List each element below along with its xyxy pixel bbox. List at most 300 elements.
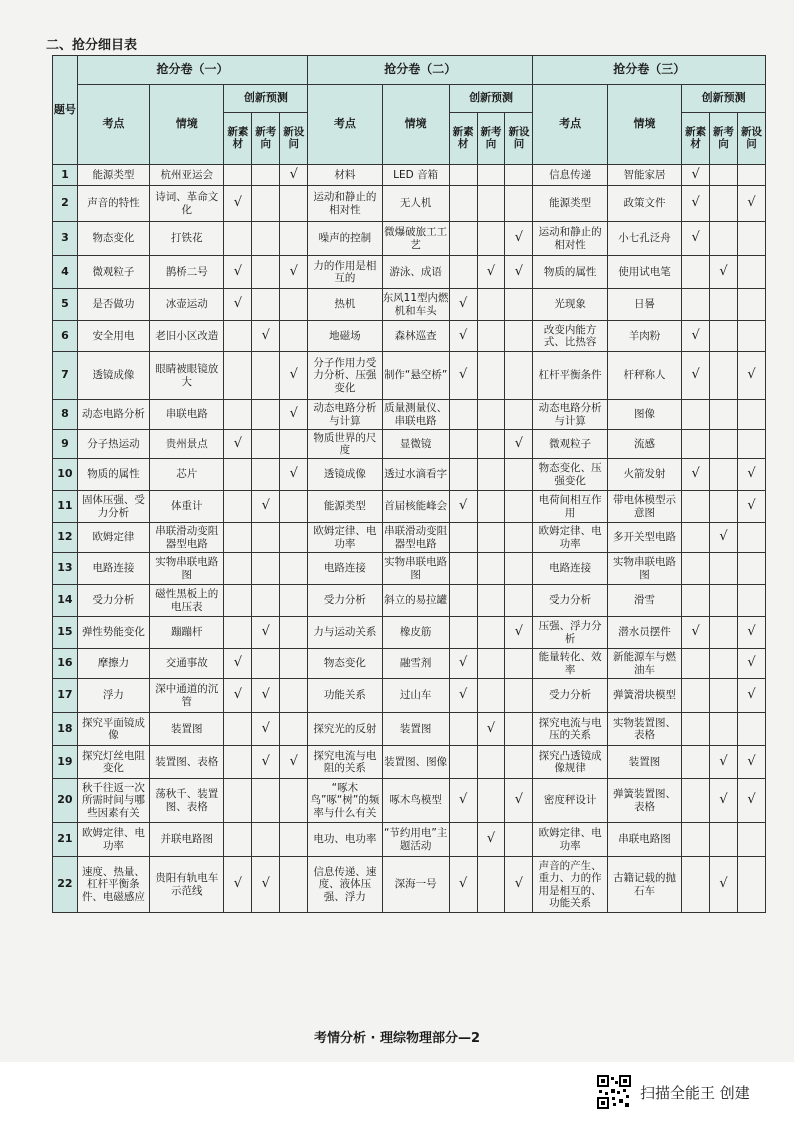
table-row [53,523,766,553]
new-direction-cell [477,553,505,585]
new-material-cell [224,713,252,746]
kaodian-cell: 运动和静止的相对性 [533,222,607,256]
new-question-cell [280,430,308,459]
new-material-cell: √ [449,679,477,713]
new-direction-cell [477,523,505,553]
kaodian-cell: 能源类型 [533,186,607,222]
qingjing-cell: 火箭发射 [607,459,681,491]
new-material-cell [449,459,477,491]
new-question-cell [280,553,308,585]
qingjing-cell: 弹簧装置图、表格 [607,779,681,823]
table-row [53,321,766,352]
header-innovation: 创新预测 [682,85,766,113]
question-number: 4 [53,256,78,289]
new-question-cell [737,823,765,857]
new-material-cell [449,617,477,649]
qingjing-cell: 眼睛被眼镜放大 [150,352,224,400]
new-direction-cell [710,649,738,679]
new-question-cell: √ [737,186,765,222]
new-question-cell [505,491,533,523]
kaodian-cell: 热机 [308,289,382,321]
new-question-cell [505,289,533,321]
new-question-cell: √ [280,459,308,491]
header-kaodian: 考点 [77,85,149,165]
new-direction-cell: √ [710,857,738,913]
new-material-cell [682,400,710,430]
kaodian-cell: 物质的属性 [533,256,607,289]
kaodian-cell: 信息传递 [533,165,607,186]
kaodian-cell: 浮力 [77,679,149,713]
new-direction-cell [252,823,280,857]
qingjing-cell: 古籍记载的抛石车 [607,857,681,913]
header-kaodian: 考点 [308,85,382,165]
new-material-cell [224,491,252,523]
qingjing-cell: 东风11型内燃机和车头 [382,289,449,321]
new-question-cell: √ [505,617,533,649]
table-row [53,186,766,222]
qingjing-cell: 交通事故 [150,649,224,679]
qingjing-cell: 过山车 [382,679,449,713]
new-direction-cell [477,186,505,222]
kaodian-cell: 功能关系 [308,679,382,713]
new-question-cell [505,746,533,779]
new-material-cell [682,857,710,913]
new-question-cell: √ [737,679,765,713]
new-material-cell [682,289,710,321]
new-material-cell [682,553,710,585]
header-new-material: 新素材 [682,113,710,165]
kaodian-cell: 探究灯丝电阻变化 [77,746,149,779]
new-question-cell [737,321,765,352]
kaodian-cell: 动态电路分析与计算 [308,400,382,430]
qingjing-cell: 日晷 [607,289,681,321]
qingjing-cell: 冰壶运动 [150,289,224,321]
kaodian-cell: 物质的属性 [77,459,149,491]
new-material-cell [224,400,252,430]
kaodian-cell: 受力分析 [77,585,149,617]
question-number: 9 [53,430,78,459]
new-question-cell [505,553,533,585]
header-new-question: 新设问 [505,113,533,165]
qingjing-cell: “节约用电”主题活动 [382,823,449,857]
qingjing-cell: 智能家居 [607,165,681,186]
new-direction-cell [477,491,505,523]
kaodian-cell: 物质世界的尺度 [308,430,382,459]
qingjing-cell: 游泳、成语 [382,256,449,289]
new-direction-cell [710,617,738,649]
new-direction-cell [477,430,505,459]
question-number: 21 [53,823,78,857]
qingjing-cell: 微爆破旅工工艺 [382,222,449,256]
new-question-cell: √ [280,746,308,779]
table-row [53,352,766,400]
new-direction-cell [477,779,505,823]
header-paper-1: 抢分卷（一） [77,56,307,85]
new-material-cell [449,585,477,617]
new-material-cell [224,617,252,649]
qingjing-cell: 透过水滴看字 [382,459,449,491]
new-material-cell [224,585,252,617]
new-material-cell: √ [224,256,252,289]
new-direction-cell [252,222,280,256]
new-direction-cell [477,459,505,491]
kaodian-cell: 欧姆定律、电功率 [533,823,607,857]
qingjing-cell: 装置图、图像 [382,746,449,779]
new-question-cell [280,779,308,823]
question-number: 8 [53,400,78,430]
new-direction-cell [477,289,505,321]
kaodian-cell: 电路连接 [533,553,607,585]
qingjing-cell: 橡皮筋 [382,617,449,649]
qingjing-cell: 诗词、革命文化 [150,186,224,222]
table-row [53,400,766,430]
new-question-cell [505,186,533,222]
qingjing-cell: 实物串联电路图 [150,553,224,585]
new-material-cell [682,779,710,823]
kaodian-cell: 分子作用力受力分析、压强变化 [308,352,382,400]
qingjing-cell: 体重计 [150,491,224,523]
qingjing-cell: 潜水员摆件 [607,617,681,649]
new-direction-cell: √ [252,491,280,523]
new-direction-cell: √ [477,256,505,289]
kaodian-cell: 声音的产生、重力、力的作用是相互的、功能关系 [533,857,607,913]
new-question-cell: √ [737,459,765,491]
new-material-cell [449,256,477,289]
kaodian-cell: 速度、热量、杠杆平衡条件、电磁感应 [77,857,149,913]
new-material-cell [682,746,710,779]
qingjing-cell: 质量测量仪、串联电路 [382,400,449,430]
new-direction-cell [252,165,280,186]
table-row [53,649,766,679]
table-row [53,289,766,321]
new-direction-cell [710,585,738,617]
kaodian-cell: 受力分析 [308,585,382,617]
question-number: 13 [53,553,78,585]
new-material-cell: √ [682,165,710,186]
qingjing-cell: 串联电路 [150,400,224,430]
qingjing-cell: 磁性黑板上的电压表 [150,585,224,617]
new-question-cell: √ [505,779,533,823]
kaodian-cell: 光现象 [533,289,607,321]
new-direction-cell [710,459,738,491]
kaodian-cell: 是否做功 [77,289,149,321]
kaodian-cell: 电功、电功率 [308,823,382,857]
kaodian-cell: 能源类型 [77,165,149,186]
new-material-cell: √ [682,617,710,649]
question-number: 20 [53,779,78,823]
qingjing-cell: 啄木鸟模型 [382,779,449,823]
new-direction-cell: √ [710,779,738,823]
new-question-cell [505,679,533,713]
new-question-cell [737,165,765,186]
new-direction-cell: √ [252,617,280,649]
header-paper-2: 抢分卷（二） [308,56,533,85]
new-question-cell: √ [280,400,308,430]
qingjing-cell: 实物串联电路图 [607,553,681,585]
table-row [53,553,766,585]
qr-code-icon [597,1075,631,1109]
kaodian-cell: 动态电路分析与计算 [533,400,607,430]
new-question-cell: √ [505,430,533,459]
new-material-cell: √ [224,430,252,459]
new-material-cell [224,459,252,491]
new-material-cell: √ [449,352,477,400]
new-direction-cell [710,289,738,321]
qingjing-cell: 显微镜 [382,430,449,459]
new-material-cell: √ [682,321,710,352]
new-material-cell: √ [224,679,252,713]
new-material-cell: √ [449,491,477,523]
new-direction-cell [477,746,505,779]
qingjing-cell: 装置图 [150,713,224,746]
new-material-cell [449,222,477,256]
table-row [53,256,766,289]
table-row [53,459,766,491]
new-direction-cell [252,553,280,585]
new-question-cell [280,289,308,321]
header-paper-3: 抢分卷（三） [533,56,766,85]
question-number: 11 [53,491,78,523]
question-number: 22 [53,857,78,913]
new-material-cell: √ [682,459,710,491]
new-question-cell: √ [737,352,765,400]
qingjing-cell: 融雪剂 [382,649,449,679]
new-material-cell [449,186,477,222]
new-question-cell: √ [737,491,765,523]
new-question-cell [505,165,533,186]
new-question-cell: √ [280,352,308,400]
new-material-cell: √ [224,289,252,321]
qingjing-cell: 装置图、表格 [150,746,224,779]
new-question-cell [737,713,765,746]
kaodian-cell: 物态变化 [77,222,149,256]
question-number: 3 [53,222,78,256]
header-kaodian: 考点 [533,85,607,165]
table-row [53,222,766,256]
new-question-cell [737,430,765,459]
new-direction-cell [252,400,280,430]
qingjing-cell: 弹簧滑块模型 [607,679,681,713]
kaodian-cell: 能量转化、效率 [533,649,607,679]
question-number: 7 [53,352,78,400]
new-question-cell: √ [737,617,765,649]
new-question-cell [505,823,533,857]
new-question-cell [505,713,533,746]
new-direction-cell [710,400,738,430]
qingjing-cell: 装置图 [607,746,681,779]
qingjing-cell: 蹦蹦杆 [150,617,224,649]
kaodian-cell: 密度秤设计 [533,779,607,823]
new-question-cell [505,459,533,491]
kaodian-cell: 物态变化 [308,649,382,679]
qingjing-cell: 首届核能峰会 [382,491,449,523]
qingjing-cell: 贵州景点 [150,430,224,459]
qingjing-cell: 芯片 [150,459,224,491]
new-question-cell [505,649,533,679]
kaodian-cell: 电路连接 [308,553,382,585]
kaodian-cell: 微观粒子 [533,430,607,459]
kaodian-cell: 探究平面镜成像 [77,713,149,746]
qingjing-cell: 串联电路图 [607,823,681,857]
new-direction-cell [477,649,505,679]
new-direction-cell [252,523,280,553]
new-direction-cell [477,352,505,400]
new-direction-cell [477,222,505,256]
new-material-cell: √ [224,186,252,222]
kaodian-cell: 地磁场 [308,321,382,352]
new-direction-cell [710,823,738,857]
new-direction-cell [477,585,505,617]
qingjing-cell: 杭州亚运会 [150,165,224,186]
new-question-cell [280,649,308,679]
qingjing-cell: 深中通道的沉管 [150,679,224,713]
header-new-material: 新素材 [449,113,477,165]
new-material-cell [449,553,477,585]
header-innovation: 创新预测 [224,85,308,113]
watermark-text: 扫描全能王 创建 [640,1084,750,1102]
header-new-direction: 新考向 [477,113,505,165]
kaodian-cell: 微观粒子 [77,256,149,289]
new-material-cell: √ [682,352,710,400]
new-material-cell [224,779,252,823]
header-new-material: 新素材 [224,113,252,165]
new-question-cell: √ [737,649,765,679]
qingjing-cell: 鹊桥二号 [150,256,224,289]
new-direction-cell [710,553,738,585]
kaodian-cell: 噪声的控制 [308,222,382,256]
new-material-cell: √ [224,857,252,913]
new-question-cell [737,256,765,289]
new-question-cell [280,585,308,617]
qingjing-cell: 政策文件 [607,186,681,222]
kaodian-cell: 力与运动关系 [308,617,382,649]
qingjing-cell: 羊肉粉 [607,321,681,352]
qingjing-cell: 无人机 [382,186,449,222]
new-question-cell: √ [737,746,765,779]
table-row [53,617,766,649]
kaodian-cell: 运动和静止的相对性 [308,186,382,222]
new-question-cell [737,553,765,585]
kaodian-cell: 欧姆定律、电功率 [533,523,607,553]
new-material-cell: √ [449,321,477,352]
header-qingjing: 情境 [607,85,681,165]
kaodian-cell: 欧姆定律、电功率 [77,823,149,857]
new-question-cell [737,523,765,553]
qingjing-cell: 串联滑动变阻器型电路 [382,523,449,553]
kaodian-cell: 压强、浮力分析 [533,617,607,649]
new-direction-cell [477,165,505,186]
qingjing-cell: 使用试电笔 [607,256,681,289]
new-direction-cell [710,430,738,459]
breakdown-table [52,55,766,913]
new-material-cell: √ [449,289,477,321]
new-material-cell [224,321,252,352]
new-material-cell: √ [224,649,252,679]
new-direction-cell [710,713,738,746]
new-material-cell [682,585,710,617]
new-material-cell: √ [682,186,710,222]
new-direction-cell [477,857,505,913]
new-question-cell [737,289,765,321]
new-material-cell [224,165,252,186]
header-innovation: 创新预测 [449,85,533,113]
kaodian-cell: 电路连接 [77,553,149,585]
new-direction-cell: √ [477,823,505,857]
kaodian-cell: 固体压强、受力分析 [77,491,149,523]
kaodian-cell: 受力分析 [533,585,607,617]
kaodian-cell: 探究光的反射 [308,713,382,746]
kaodian-cell: 欧姆定律 [77,523,149,553]
new-material-cell [449,523,477,553]
qingjing-cell: 多开关型电路 [607,523,681,553]
qingjing-cell: 老旧小区改造 [150,321,224,352]
kaodian-cell: 分子热运动 [77,430,149,459]
header-new-question: 新设问 [737,113,765,165]
question-number: 15 [53,617,78,649]
new-material-cell: √ [682,222,710,256]
new-direction-cell [710,186,738,222]
kaodian-cell: 弹性势能变化 [77,617,149,649]
new-direction-cell [252,585,280,617]
new-material-cell [682,491,710,523]
new-material-cell [449,713,477,746]
new-material-cell [682,430,710,459]
qingjing-cell: 实物装置图、表格 [607,713,681,746]
new-direction-cell [252,352,280,400]
qingjing-cell: 贵阳有轨电车示范线 [150,857,224,913]
new-question-cell [737,857,765,913]
qingjing-cell: 新能源车与燃油车 [607,649,681,679]
new-material-cell [449,823,477,857]
kaodian-cell: 能源类型 [308,491,382,523]
new-question-cell [737,585,765,617]
new-question-cell [280,222,308,256]
new-material-cell: √ [449,779,477,823]
header-new-direction: 新考向 [252,113,280,165]
new-question-cell [737,400,765,430]
new-question-cell: √ [505,256,533,289]
qingjing-cell: 装置图 [382,713,449,746]
question-number: 19 [53,746,78,779]
qingjing-cell: 串联滑动变阻器型电路 [150,523,224,553]
new-direction-cell [710,491,738,523]
new-direction-cell [252,779,280,823]
table-row [53,679,766,713]
new-material-cell [449,746,477,779]
new-direction-cell: √ [252,857,280,913]
kaodian-cell: 探究电流与电阻的关系 [308,746,382,779]
question-number: 2 [53,186,78,222]
new-material-cell [224,553,252,585]
question-number: 12 [53,523,78,553]
header-qingjing: 情境 [150,85,224,165]
kaodian-cell: “啄木鸟”啄“树”的频率与什么有关 [308,779,382,823]
new-material-cell [682,713,710,746]
table-row [53,165,766,186]
kaodian-cell: 秋千往返一次所需时间与哪些因素有关 [77,779,149,823]
new-direction-cell: √ [710,523,738,553]
new-direction-cell [477,321,505,352]
qingjing-cell: 打铁花 [150,222,224,256]
new-material-cell: √ [449,649,477,679]
new-question-cell [280,617,308,649]
new-question-cell [505,585,533,617]
new-question-cell [505,321,533,352]
new-material-cell [682,649,710,679]
new-material-cell [682,823,710,857]
question-number: 16 [53,649,78,679]
kaodian-cell: 材料 [308,165,382,186]
